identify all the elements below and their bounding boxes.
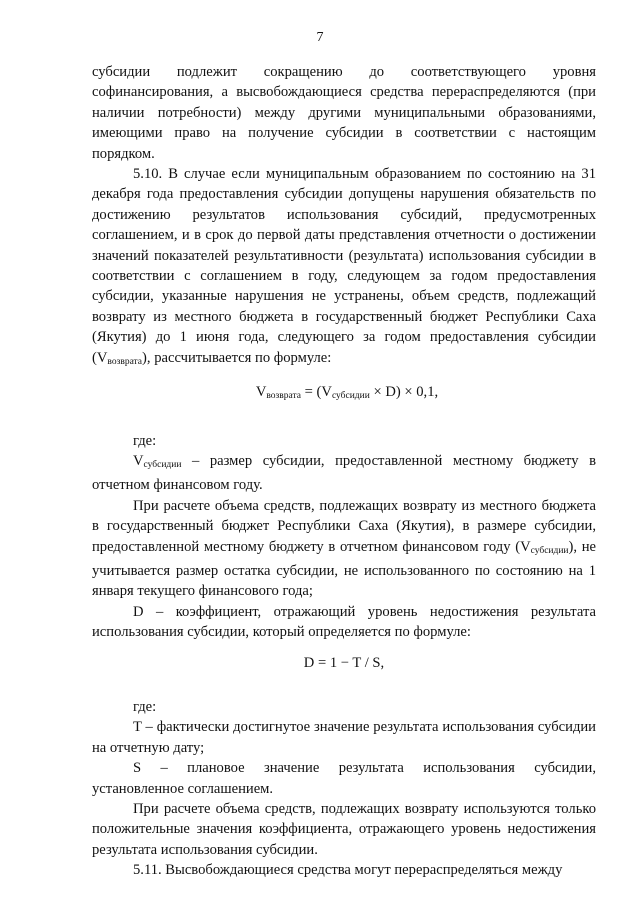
formula-v: V — [255, 384, 267, 401]
paragraph-5-10-text: 5.10. В случае если муниципальным образованием по состоянию на 31 декабря года предоставления субсидии допущены нарушения обязательств по достижению результатов использования субсидий, предусмотренных соглашением, и в срок до первой даты представления отчетности о достижении значений показателей результативности (результата) использования субсидии в соответствии с соглашением в году, следующем за годом предоставления субсидии, указанные нарушения не устранены, объем средств, подлежащий возврату из местного бюджета в государственный бюджет Республики Саха (Якутия) до 1 июня года, следующего за годом предоставления субсидии (V — [92, 166, 596, 366]
remainder-note-tail: ), не учитывается размер остатка субсидии, не использованного по состоянию на 1 января текущего финансового года; — [92, 538, 596, 600]
formula-v-sub: возврата — [266, 391, 301, 402]
subscript-vozvrata: возврата — [107, 356, 143, 367]
formula-inner-sub: субсидии — [331, 391, 370, 402]
formula-eq-open: = (V — [301, 384, 332, 401]
formula-v-return — [92, 382, 596, 406]
paragraph-positive-values: При расчете объема средств, подлежащих возврату используются только положительные значения коэффициента, отражающего уровень недостижения результата использования субсидии. — [92, 801, 596, 858]
definition-v-sub: субсидии — [143, 459, 182, 470]
definition-s: S – плановое значение результата использования субсидии, установленное соглашением. — [92, 760, 596, 797]
page-number: 7 — [316, 30, 324, 45]
remainder-note-text: При расчете объема средств, подлежащих возврату из местного бюджета в государственный бюджет Республики Саха (Якутия), в размере субсидии, предоставленной местному бюджету в отчетном финансовом году (V — [92, 497, 596, 555]
definition-d: D – коэффициент, отражающий уровень недостижения результата использования субсидии, который определяется по формуле: — [92, 603, 596, 641]
definition-t: T – фактически достигнутое значение результата использования субсидии на отчетную дату; — [92, 719, 596, 756]
remainder-note-sub: субсидии — [530, 545, 569, 556]
paragraph-5-10 — [92, 164, 596, 372]
paragraph-5-10-tail: ), рассчитывается по формуле: — [142, 349, 332, 366]
definition-v-text: – размер субсидии, предоставленной местному бюджету в отчетном финансовом году. — [92, 452, 596, 494]
formula-d: D = 1 − T / S, — [303, 654, 385, 671]
definition-v-subsidy — [92, 451, 596, 496]
where-label-2: где: — [133, 698, 157, 715]
formula-rest: × D) × 0,1, — [369, 384, 439, 401]
paragraph-subsidy-reduction: субсидии подлежит сокращению до соответствующего уровня софинансирования, а высвобождающиеся средства перераспределяются (при наличии потребности) между другими муниципальными образованиями, имеющими право на получение субсидии в соответствии с настоящим порядком. — [92, 64, 596, 162]
where-label-1: где: — [133, 432, 157, 449]
paragraph-5-11: 5.11. Высвобождающиеся средства могут перераспределяться между — [133, 862, 563, 879]
paragraph-remainder-note — [92, 496, 596, 602]
document-body — [92, 62, 596, 881]
definition-v-letter: V — [133, 452, 144, 469]
